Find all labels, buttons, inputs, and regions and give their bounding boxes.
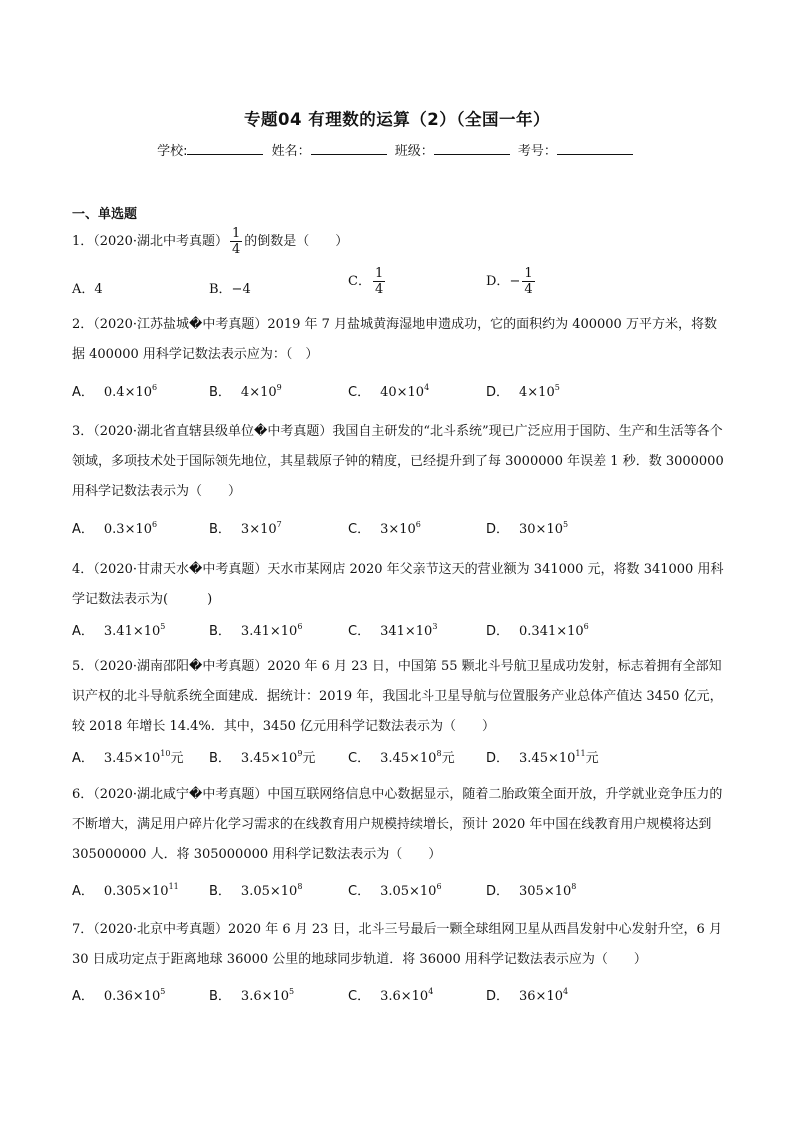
q4-option-a-mantissa: 3.41×10 — [103, 624, 161, 639]
q7-option-a — [72, 985, 165, 1004]
q1-frac-num: 1 — [232, 226, 241, 241]
q3-option-a-exponent: 6 — [152, 520, 158, 529]
q4-option-b — [209, 620, 302, 639]
q6-option-b-label: B． — [209, 884, 231, 899]
q1-frac-den: 4 — [232, 242, 241, 257]
q2-option-c — [348, 381, 429, 400]
q1-option-a: A．4 — [72, 282, 103, 297]
q4-option-b-mantissa: 3.41×10 — [240, 624, 298, 639]
q5-option-b-unit: 元 — [302, 751, 316, 766]
q5-option-a — [72, 747, 184, 766]
q2-option-c-label: C． — [348, 385, 371, 400]
q4-option-b-label: B． — [209, 624, 231, 639]
q1-prefix: 1．（2020·湖北中考真题） — [72, 234, 228, 249]
q3-option-d — [486, 518, 568, 537]
q6-option-d-mantissa: 305×10 — [519, 884, 572, 899]
q6-options — [72, 880, 724, 904]
q2-option-c-exponent: 4 — [424, 383, 430, 392]
q5-option-c — [348, 747, 455, 766]
q7-option-b-exponent: 5 — [289, 987, 295, 996]
q6-option-a-exponent: 11 — [168, 882, 179, 891]
q3-option-b-exponent: 7 — [276, 520, 282, 529]
q2-option-b-label: B． — [209, 385, 231, 400]
q5-option-c-label: C． — [348, 751, 371, 766]
q3-option-c — [348, 518, 421, 537]
q6-option-c-mantissa: 3.05×10 — [380, 884, 437, 899]
q6-option-d — [486, 880, 576, 899]
q3-option-a-label: A． — [72, 522, 94, 537]
q5-option-d-exponent: 11 — [575, 749, 586, 758]
q3-option-c-mantissa: 3×10 — [380, 522, 416, 537]
q5-option-a-unit: 元 — [170, 751, 184, 766]
q1-fraction — [230, 226, 242, 257]
q7-option-d — [486, 985, 568, 1004]
q4-option-a-exponent: 5 — [160, 622, 166, 631]
q7-option-d-exponent: 4 — [563, 987, 569, 996]
q6-option-c-exponent: 6 — [436, 882, 442, 891]
q4-option-d-exponent: 6 — [583, 622, 589, 631]
q3-option-d-mantissa: 30×10 — [519, 522, 563, 537]
question-7: 7．（2020·北京中考真题）2020 年 6 月 23 日，北斗三号最后一颗全球组网卫星从西昌发射中心发射升空，6 月 30 日成功定点于距离地球 36000 公里的地球同步轨道．将 36000 用科学记数法表示应为（ ） — [72, 922, 722, 967]
q4-option-d-label: D． — [486, 624, 510, 639]
q6-option-d-label: D． — [486, 884, 510, 899]
q7-option-b-mantissa: 3.6×10 — [240, 989, 290, 1004]
q7-option-b-label: B． — [209, 989, 231, 1004]
question-3: 3．（2020·湖北省直辖县级单位�中考真题）我国自主研发的“北斗系统”现已广泛应用于国防、生产和生活等各个领域，多项技术处于国际领先地位，其星载原子钟的精度，已经提升到了每 3000000 年误差 1 秒．数 3000000 用科学记数法表示为（ ） — [72, 424, 724, 499]
q7-options — [72, 985, 724, 1009]
q2-option-a-label: A． — [72, 385, 94, 400]
q2-option-a-exponent: 6 — [152, 383, 158, 392]
q2-option-a — [72, 381, 157, 400]
q5-option-b-mantissa: 3.45×10 — [240, 751, 298, 766]
school-label: 学校: — [157, 144, 188, 159]
class-blank — [434, 142, 510, 155]
q3-option-c-exponent: 6 — [415, 520, 421, 529]
q6-option-a-mantissa: 0.305×10 — [103, 884, 169, 899]
q4-option-c-exponent: 3 — [432, 622, 438, 631]
q7-option-d-label: D． — [486, 989, 510, 1004]
question-1 — [72, 226, 724, 257]
q4-option-d-mantissa: 0.341×10 — [519, 624, 584, 639]
q7-option-b — [209, 985, 294, 1004]
q5-option-a-mantissa: 3.45×10 — [103, 751, 161, 766]
name-label: 姓名： — [271, 144, 311, 159]
q5-option-d — [486, 747, 599, 766]
q4-option-b-exponent: 6 — [297, 622, 303, 631]
q4-option-a — [72, 620, 165, 639]
q2-option-d-mantissa: 4×10 — [519, 385, 555, 400]
question-2: 2．（2020·江苏盐城�中考真题）2019 年 7 月盐城黄海湿地申遗成功，它的面积约为 400000 万平方米，将数据 400000 用科学记数法表示应为：（ ） — [72, 317, 717, 362]
q3-option-b — [209, 518, 282, 537]
question-6: 6．（2020·湖北咸宁�中考真题）中国互联网络信息中心数据显示，随着二胎政策全面开放，升学就业竞争压力的不断增大，满足用户碎片化学习需求的在线教育用户规模持续增长，预计 2020 年中国在线教育用户规模将达到 305000000 人．将 305000000 用科学记数法表示为（ ） — [72, 787, 723, 862]
q1-option-d-label: D． — [486, 274, 510, 289]
q2-option-d-exponent: 5 — [554, 383, 560, 392]
q4-option-c-label: C． — [348, 624, 371, 639]
q6-option-b-exponent: 8 — [297, 882, 303, 891]
q3-option-b-mantissa: 3×10 — [240, 522, 277, 537]
q2-options — [72, 381, 724, 405]
q6-option-a-label: A． — [72, 884, 94, 899]
q6-option-a — [72, 880, 179, 899]
name-blank — [311, 142, 387, 155]
q4-option-c — [348, 620, 437, 639]
q6-option-b — [209, 880, 302, 899]
q1-option-c-fraction — [373, 266, 385, 297]
q5-option-a-exponent: 10 — [160, 749, 171, 758]
q6-option-d-exponent: 8 — [571, 882, 577, 891]
q5-options — [72, 747, 724, 771]
number-label: 考号： — [517, 144, 557, 159]
q4-option-d — [486, 620, 589, 639]
number-blank — [557, 142, 633, 155]
q4-option-c-mantissa: 341×10 — [380, 624, 433, 639]
q1-d-num: 1 — [524, 266, 533, 281]
q6-option-b-mantissa: 3.05×10 — [240, 884, 298, 899]
q5-option-b — [209, 747, 315, 766]
class-label: 班级： — [394, 144, 434, 159]
q3-option-a-mantissa: 0.3×10 — [103, 522, 153, 537]
q3-option-c-label: C． — [348, 522, 371, 537]
q1-d-den: 4 — [524, 282, 533, 297]
q7-option-c-mantissa: 3.6×10 — [380, 989, 429, 1004]
q1-option-c-label: C． — [348, 274, 371, 289]
q2-option-a-mantissa: 0.4×10 — [103, 385, 153, 400]
q5-option-c-exponent: 8 — [436, 749, 442, 758]
q1-options — [72, 266, 724, 302]
q3-options — [72, 518, 724, 542]
q1-option-b: B．−4 — [209, 282, 251, 297]
q4-options — [72, 620, 724, 644]
page-title: 专题04 有理数的运算（2）（全国一年） — [244, 110, 550, 129]
q1-d-sign: − — [509, 274, 521, 289]
q3-option-d-exponent: 5 — [563, 520, 569, 529]
q3-option-d-label: D． — [486, 522, 510, 537]
q7-option-c — [348, 985, 433, 1004]
question-5: 5．（2020·湖南邵阳�中考真题）2020 年 6 月 23 日，中国第 55 颗北斗号航卫星成功发射，标志着拥有全部知识产权的北斗导航系统全面建成．据统计：2019 年，我国北斗卫星导航与位置服务产业总体产值达 3450 亿元，较 2018 年增长 14.4%．其中，3450 亿元用科学记数法表示为（ ） — [72, 659, 723, 734]
q1-suffix: 的倒数是（ ） — [244, 234, 349, 249]
q5-option-d-label: D． — [486, 751, 510, 766]
q1-option-c — [348, 266, 387, 297]
q7-option-d-mantissa: 36×10 — [519, 989, 563, 1004]
q2-option-c-mantissa: 40×10 — [380, 385, 425, 400]
q1-c-num: 1 — [374, 266, 384, 281]
q7-option-a-label: A． — [72, 989, 94, 1004]
section-heading: 一、单选题 — [72, 207, 138, 222]
q7-option-a-exponent: 5 — [160, 987, 166, 996]
q5-option-a-label: A． — [72, 751, 94, 766]
q4-option-a-label: A． — [72, 624, 94, 639]
q5-option-d-mantissa: 3.45×10 — [519, 751, 576, 766]
q7-option-c-exponent: 4 — [428, 987, 434, 996]
q5-option-b-exponent: 9 — [297, 749, 303, 758]
school-blank — [187, 142, 263, 155]
q2-option-b — [209, 381, 282, 400]
q2-option-b-mantissa: 4×10 — [240, 385, 277, 400]
q1-option-d — [486, 266, 537, 297]
student-info-line — [0, 140, 794, 159]
q6-option-c — [348, 880, 442, 899]
q6-option-c-label: C． — [348, 884, 371, 899]
q2-option-b-exponent: 9 — [276, 383, 282, 392]
q2-option-d-label: D． — [486, 385, 510, 400]
question-4: 4．（2020·甘肃天水�中考真题）天水市某网店 2020 年父亲节这天的营业额为 341000 元，将数 341000 用科学记数法表示为( ) — [72, 562, 724, 607]
q1-option-d-fraction — [522, 266, 534, 297]
q2-option-d — [486, 381, 560, 400]
q3-option-b-label: B． — [209, 522, 231, 537]
q7-option-a-mantissa: 0.36×10 — [103, 989, 161, 1004]
q1-c-den: 4 — [374, 282, 384, 297]
q5-option-d-unit: 元 — [585, 751, 599, 766]
q5-option-c-unit: 元 — [441, 751, 455, 766]
q3-option-a — [72, 518, 157, 537]
q5-option-b-label: B． — [209, 751, 231, 766]
q5-option-c-mantissa: 3.45×10 — [380, 751, 437, 766]
q7-option-c-label: C． — [348, 989, 371, 1004]
